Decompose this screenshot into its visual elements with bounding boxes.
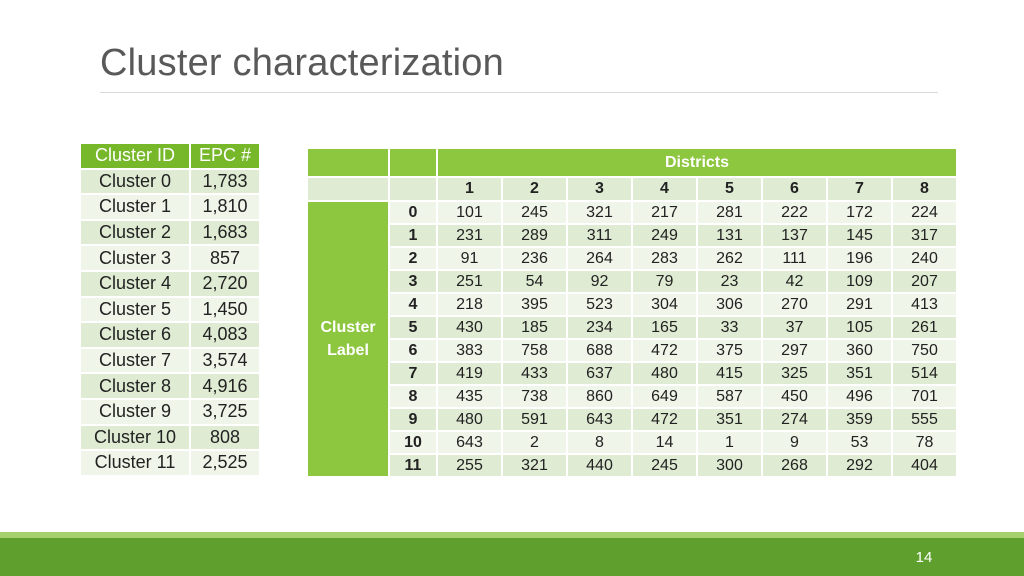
- district-count-cell: 649: [632, 385, 697, 408]
- district-count-cell: 637: [567, 362, 632, 385]
- table-row: [80, 169, 260, 195]
- district-count-cell: 472: [632, 408, 697, 431]
- cluster-id-cell: Cluster 6: [80, 322, 190, 348]
- title-divider: [100, 92, 938, 93]
- table-row: [80, 348, 260, 374]
- district-count-cell: 283: [632, 247, 697, 270]
- cluster-label-cell: 9: [389, 408, 437, 431]
- district-count-cell: 435: [437, 385, 502, 408]
- epc-count-cell: 3,725: [190, 399, 260, 425]
- district-id-header: 7: [827, 177, 892, 201]
- district-count-cell: 79: [632, 270, 697, 293]
- district-count-cell: 450: [762, 385, 827, 408]
- district-count-cell: 300: [697, 454, 762, 477]
- district-count-cell: 555: [892, 408, 957, 431]
- district-count-cell: 53: [827, 431, 892, 454]
- district-count-cell: 145: [827, 224, 892, 247]
- table-row: [307, 454, 957, 477]
- districts-header: Districts: [437, 148, 957, 177]
- district-count-cell: 587: [697, 385, 762, 408]
- district-count-cell: 217: [632, 201, 697, 224]
- district-count-cell: 2: [502, 431, 567, 454]
- district-id-header: 4: [632, 177, 697, 201]
- district-count-cell: 860: [567, 385, 632, 408]
- table-row: [80, 220, 260, 246]
- district-count-cell: 472: [632, 339, 697, 362]
- district-id-header: 5: [697, 177, 762, 201]
- table-row: [80, 450, 260, 476]
- district-id-header: 2: [502, 177, 567, 201]
- slide-title: Cluster characterization: [100, 42, 504, 84]
- epc-count-cell: 2,720: [190, 271, 260, 297]
- cluster-id-cell: Cluster 4: [80, 271, 190, 297]
- epc-count-cell: 1,810: [190, 194, 260, 220]
- district-count-cell: 383: [437, 339, 502, 362]
- cluster-label-cell: 7: [389, 362, 437, 385]
- district-count-cell: 643: [437, 431, 502, 454]
- cluster-label-cell: 5: [389, 316, 437, 339]
- district-count-cell: 440: [567, 454, 632, 477]
- table-row: [80, 399, 260, 425]
- district-count-cell: 111: [762, 247, 827, 270]
- district-count-cell: 137: [762, 224, 827, 247]
- district-count-cell: 311: [567, 224, 632, 247]
- district-count-cell: 207: [892, 270, 957, 293]
- cluster-id-cell: Cluster 8: [80, 373, 190, 399]
- table-row: [80, 297, 260, 323]
- district-count-cell: 270: [762, 293, 827, 316]
- district-count-cell: 105: [827, 316, 892, 339]
- district-id-header: 3: [567, 177, 632, 201]
- corner-cell: [307, 177, 389, 201]
- cluster-label-side-header: Cluster Label: [307, 201, 389, 477]
- district-count-cell: 78: [892, 431, 957, 454]
- district-count-cell: 404: [892, 454, 957, 477]
- district-count-cell: 591: [502, 408, 567, 431]
- cluster-id-cell: Cluster 2: [80, 220, 190, 246]
- cluster-label-cell: 0: [389, 201, 437, 224]
- district-count-cell: 101: [437, 201, 502, 224]
- cluster-id-cell: Cluster 1: [80, 194, 190, 220]
- district-table: [306, 147, 958, 478]
- header-cluster-id: Cluster ID: [80, 143, 190, 169]
- district-count-cell: 297: [762, 339, 827, 362]
- table-row: [80, 322, 260, 348]
- epc-table-header-row: [80, 143, 260, 169]
- cluster-label-cell: 3: [389, 270, 437, 293]
- table-row: [307, 293, 957, 316]
- district-count-cell: 360: [827, 339, 892, 362]
- district-count-cell: 261: [892, 316, 957, 339]
- district-count-cell: 172: [827, 201, 892, 224]
- district-count-cell: 321: [502, 454, 567, 477]
- cluster-label-cell: 10: [389, 431, 437, 454]
- district-count-cell: 231: [437, 224, 502, 247]
- district-table-body: [307, 201, 957, 477]
- district-id-header: 1: [437, 177, 502, 201]
- district-id-row: [307, 177, 957, 201]
- table-row: [80, 245, 260, 271]
- page-number: 14: [915, 549, 933, 566]
- footer-bar: [0, 538, 1024, 576]
- table-row: [307, 270, 957, 293]
- district-count-cell: 415: [697, 362, 762, 385]
- corner-cell: [389, 177, 437, 201]
- district-count-cell: 165: [632, 316, 697, 339]
- district-count-cell: 306: [697, 293, 762, 316]
- corner-cell: [389, 148, 437, 177]
- district-count-cell: 643: [567, 408, 632, 431]
- district-count-cell: 281: [697, 201, 762, 224]
- epc-count-cell: 1,450: [190, 297, 260, 323]
- epc-count-cell: 2,525: [190, 450, 260, 476]
- district-id-header: 6: [762, 177, 827, 201]
- epc-count-cell: 4,916: [190, 373, 260, 399]
- district-count-cell: 91: [437, 247, 502, 270]
- district-count-cell: 249: [632, 224, 697, 247]
- district-id-header: 8: [892, 177, 957, 201]
- district-count-cell: 274: [762, 408, 827, 431]
- district-count-cell: 430: [437, 316, 502, 339]
- table-row: [80, 373, 260, 399]
- district-count-cell: 222: [762, 201, 827, 224]
- district-count-cell: 1: [697, 431, 762, 454]
- district-count-cell: 289: [502, 224, 567, 247]
- district-header-row: [307, 148, 957, 177]
- epc-table-body: [80, 169, 260, 476]
- table-row: [307, 247, 957, 270]
- district-count-cell: 688: [567, 339, 632, 362]
- district-count-cell: 317: [892, 224, 957, 247]
- district-count-cell: 268: [762, 454, 827, 477]
- table-row: [307, 362, 957, 385]
- district-count-cell: 264: [567, 247, 632, 270]
- cluster-id-cell: Cluster 7: [80, 348, 190, 374]
- district-count-cell: 255: [437, 454, 502, 477]
- epc-count-cell: 4,083: [190, 322, 260, 348]
- district-count-cell: 321: [567, 201, 632, 224]
- table-row: [307, 408, 957, 431]
- district-count-cell: 419: [437, 362, 502, 385]
- district-count-cell: 109: [827, 270, 892, 293]
- district-count-cell: 245: [502, 201, 567, 224]
- district-count-cell: 359: [827, 408, 892, 431]
- epc-count-cell: 3,574: [190, 348, 260, 374]
- district-count-cell: 325: [762, 362, 827, 385]
- cluster-id-cell: Cluster 0: [80, 169, 190, 195]
- table-row: [307, 316, 957, 339]
- table-row: [307, 224, 957, 247]
- district-count-cell: 514: [892, 362, 957, 385]
- cluster-label-cell: 2: [389, 247, 437, 270]
- district-count-cell: 224: [892, 201, 957, 224]
- district-count-cell: 750: [892, 339, 957, 362]
- district-count-cell: 37: [762, 316, 827, 339]
- epc-count-cell: 857: [190, 245, 260, 271]
- cluster-label-cell: 6: [389, 339, 437, 362]
- header-epc-count: EPC #: [190, 143, 260, 169]
- district-count-cell: 196: [827, 247, 892, 270]
- table-row: [80, 425, 260, 451]
- district-count-cell: 413: [892, 293, 957, 316]
- district-count-cell: 9: [762, 431, 827, 454]
- district-count-cell: 738: [502, 385, 567, 408]
- cluster-label-cell: 1: [389, 224, 437, 247]
- epc-table: [79, 142, 261, 477]
- district-count-cell: 304: [632, 293, 697, 316]
- district-count-cell: 42: [762, 270, 827, 293]
- district-count-cell: 480: [632, 362, 697, 385]
- district-count-cell: 185: [502, 316, 567, 339]
- district-count-cell: 395: [502, 293, 567, 316]
- cluster-label-cell: 8: [389, 385, 437, 408]
- table-row: [307, 431, 957, 454]
- district-count-cell: 236: [502, 247, 567, 270]
- district-count-cell: 480: [437, 408, 502, 431]
- district-count-cell: 8: [567, 431, 632, 454]
- epc-count-cell: 808: [190, 425, 260, 451]
- cluster-label-cell: 11: [389, 454, 437, 477]
- cluster-label-cell: 4: [389, 293, 437, 316]
- district-count-cell: 54: [502, 270, 567, 293]
- table-row: [307, 385, 957, 408]
- cluster-id-cell: Cluster 5: [80, 297, 190, 323]
- district-count-cell: 433: [502, 362, 567, 385]
- district-count-cell: 92: [567, 270, 632, 293]
- district-count-cell: 701: [892, 385, 957, 408]
- district-count-cell: 251: [437, 270, 502, 293]
- district-count-cell: 245: [632, 454, 697, 477]
- district-count-cell: 240: [892, 247, 957, 270]
- table-row: [80, 194, 260, 220]
- cluster-id-cell: Cluster 10: [80, 425, 190, 451]
- table-row: [307, 201, 957, 224]
- district-count-cell: 375: [697, 339, 762, 362]
- cluster-id-cell: Cluster 11: [80, 450, 190, 476]
- district-count-cell: 351: [827, 362, 892, 385]
- district-count-cell: 262: [697, 247, 762, 270]
- district-count-cell: 496: [827, 385, 892, 408]
- district-count-cell: 758: [502, 339, 567, 362]
- district-count-cell: 33: [697, 316, 762, 339]
- district-count-cell: 292: [827, 454, 892, 477]
- district-count-cell: 14: [632, 431, 697, 454]
- district-count-cell: 131: [697, 224, 762, 247]
- district-count-cell: 351: [697, 408, 762, 431]
- epc-count-cell: 1,783: [190, 169, 260, 195]
- epc-count-cell: 1,683: [190, 220, 260, 246]
- cluster-id-cell: Cluster 9: [80, 399, 190, 425]
- table-row: [307, 339, 957, 362]
- district-count-cell: 23: [697, 270, 762, 293]
- district-count-cell: 291: [827, 293, 892, 316]
- district-count-cell: 523: [567, 293, 632, 316]
- corner-cell: [307, 148, 389, 177]
- district-count-cell: 234: [567, 316, 632, 339]
- cluster-id-cell: Cluster 3: [80, 245, 190, 271]
- district-count-cell: 218: [437, 293, 502, 316]
- table-row: [80, 271, 260, 297]
